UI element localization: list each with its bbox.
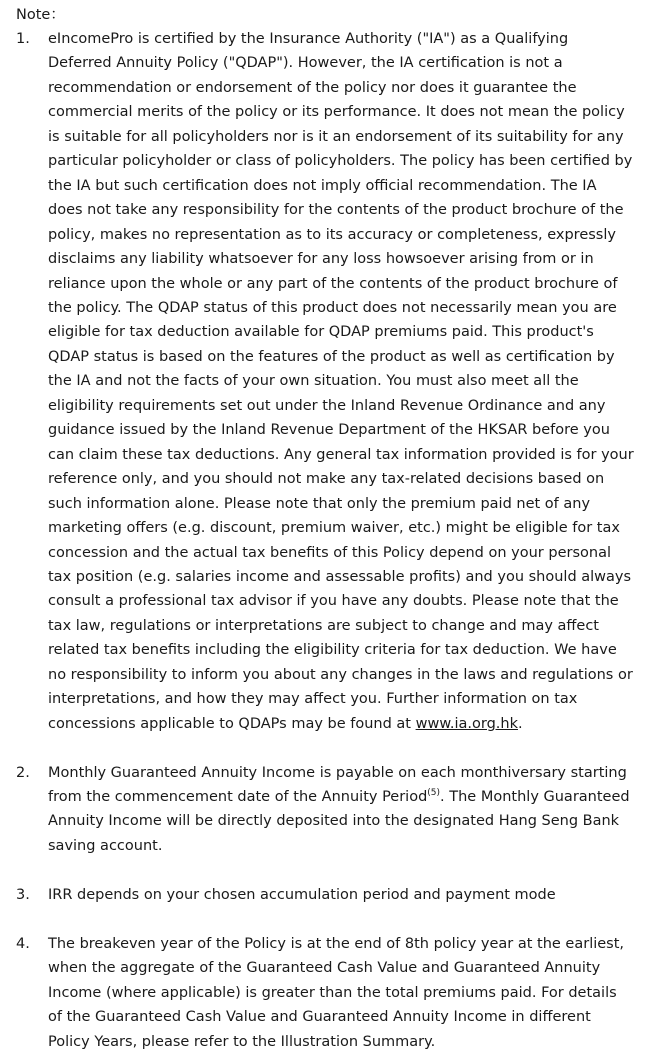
note-item-4 bbox=[16, 932, 635, 1054]
note-text bbox=[48, 761, 635, 859]
note-text: IRR depends on your chosen accumulation period and payment mode bbox=[48, 886, 556, 903]
note-number: 4. bbox=[16, 935, 30, 952]
note-text bbox=[48, 27, 635, 736]
note-title: Note： bbox=[16, 7, 65, 23]
footnote-reference: (5) bbox=[427, 788, 441, 799]
note-number: 1. bbox=[16, 31, 30, 47]
note-number: 2. bbox=[16, 764, 30, 781]
note-number: 3. bbox=[16, 886, 30, 903]
note-body: eIncomePro is certified by the Insurance Authority ("IA") as a Qualifying Deferred Annuity Policy ("QDAP"). However, the IA certification is not a recommendation or endorsement of the policy nor does it guarantee the commercial merits of the policy or its performance. It does not mean the policy is suitable for all policyholders nor is it an endorsement of its suitability for any particular policyholder or class of policyholders. The policy has been certified by the IA but such certification does not imply official recommendation. The IA does not take any responsibility for the contents of the product brochure of the policy, makes no representation as to its accuracy or completeness, expressly disclaims any liability whatsoever for any loss howsoever arising from or in reliance upon the whole or any part of the contents of the product brochure of the policy. The QDAP status of this product does not necessarily mean you are eligible for tax deduction available for QDAP premiums paid. This product's QDAP status is based on the features of the product as well as certification by the IA and not the facts of your own situation. You must also meet all the eligibility requirements set out under the Inland Revenue Ordinance and any guidance issued by the Inland Revenue Department of the HKSAR before you can claim these tax deductions. Any general tax information provided is for your reference only, and you should not make any tax-related decisions based on such information alone. Please note that only the premium paid net of any marketing offers (e.g. discount, premium waiver, etc.) might be eligible for tax concession and the actual tax benefits of this Policy depend on your personal tax position (e.g. salaries income and assessable profits) and you should always consult a professional tax advisor if you have any doubts. Please note that the tax law, regulations or interpretations are subject to change and may affect related tax benefits including the eligibility criteria for tax deduction. We have no responsibility to inform you about any changes in the laws and regulations or interpretations, and how they may affect you. Further information on tax concessions applicable to QDAPs may be found at bbox=[48, 31, 634, 732]
note-item-2 bbox=[16, 761, 635, 859]
note-trailing-period: . bbox=[517, 715, 523, 732]
note-body-continued: . The Monthly Guaranteed Annuity Income will be directly deposited into the designated Hang Seng Bank saving account. bbox=[48, 789, 630, 854]
ia-website-link[interactable]: www.ia.org.hk bbox=[415, 715, 518, 732]
note-item-3 bbox=[16, 883, 635, 907]
note-body: Monthly Guaranteed Annuity Income is payable on each monthiversary starting from the commencement date of the Annuity Period bbox=[48, 764, 627, 806]
note-text: The breakeven year of the Policy is at the end of 8th policy year at the earliest, when the aggregate of the Guaranteed Cash Value and Guaranteed Annuity Income (where applicable) is greater than the total premiums paid. For details of the Guaranteed Cash Value and Guaranteed Annuity Income in different Policy Years, please refer to the Illustration Summary. bbox=[48, 935, 625, 1050]
note-item-1 bbox=[16, 27, 635, 736]
notes-list bbox=[16, 27, 635, 1054]
